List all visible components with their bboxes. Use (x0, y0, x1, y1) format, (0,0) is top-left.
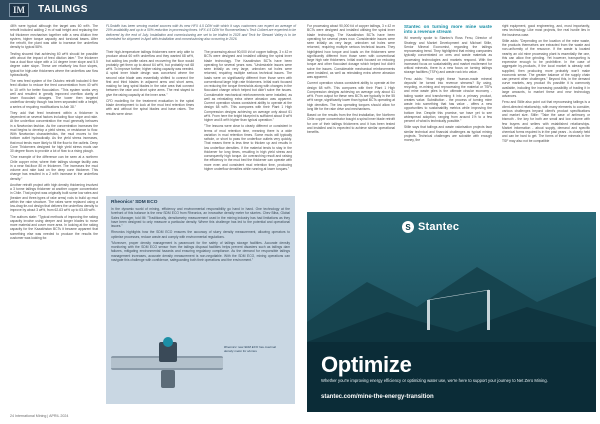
paragraph: IM recently spoke to Stantec's Ross Fenu, Director of Strategy and Market Development and Michael Stille, Senior Mineral Economist, regarding the tailings reprocessing trend. They highlighted that mining companies typically concentrated on ores and waste materials as processing technologies and markets respond. With the increased focus on sustainability and market excitement for critical minerals, there is a new focus on turning tailings storage facilities (TSFs) and waste rock into value. (404, 36, 492, 75)
paragraph: Fenu adds: "How might these 'human-made mineral deposits' be turned into revenue streams? By using, recycling, re-mining and reprocessing the material or TSFs and mine waste piles is the ultimate circular economy - taking waste and transforming it into a primary product, creates value. Substitution - the process of turning mine waste into something that has value - offers a new opportunities to sustainability metrics while improving the bottom line. Despite this promise, we have yet to see widespread adoption, ranging from around 1% to a few percent of what is technically possible." (404, 76, 492, 124)
paragraph: They add that feed treatment within a thickener is dependent on several factors including floor slope and rake. At the underflow concentration the mud generally behaves in a Newtonian fashion. As the concentration increases the mud begins to develop a yield stress, or resistance to flow. With Newtonian characteristics, the mud moves to the bottom outlet hydraulically. As the yield stress increases, that mud tends more likely to fill the flow to the outlets. Deep Cone Thickeners designed for high yield stress muds use 30 degree floors to provide a lot of flow to a rising plough. (10, 110, 98, 153)
article-column-1 (10, 24, 98, 242)
paragraph: Stille adds: "Depending on the location of the mine waste, the products themselves are extracted from the waste and non-uniformity of the resource. If the waste is located nearby an old mine processing plant is essentially the one, this can allow fine grinding. Yet however, transporting is expensive enough to be prohibitive. In the case of aggregate by-products, if the local market is already well supplied, then producing more probably won't make economic sense. The greater balance of the supply chain can present other challenges." Beyond this, in the demand curve markets, any product it's possible it is commonly available, including the increasing possibility of trading it in large amounts, to market these and new technology advances. (502, 38, 590, 98)
sensor-probe (161, 370, 175, 388)
article-column-2 (106, 50, 194, 118)
stantec-advertisement[interactable] (307, 212, 596, 412)
page-footer: 24 International Mining | APRIL 2024 (10, 414, 69, 418)
ad-headline: Optimize (321, 352, 412, 377)
paragraph: 46% were typical although the target was 60 wt%. The retrofit included adding 2 m of wall height and replacing the full thickener mechanism together with a new dilution free system, higher torque capacity and torsional bases. After the retrofit, the plant was able to increase the underflow density to typical 58%. (10, 24, 98, 50)
stantec-logo (402, 216, 502, 238)
ad-subtext: Whether you're improving energy efficiency or optimizing water use, we're here to support your journey to Net Zero Mining. (321, 378, 548, 383)
paragraph: "Moreover, proper density management is paramount for the safety of tailings storage facilities. Accurate density monitoring with the SDM ECO sensor from the tailings disposal facilities helps prevent disasters such as tailings dam failures, mitigating environmental hazards and ensuring regulatory compliance. As the demand for responsible tailings management increases, accurate density measurement is non-negotiable. With the SDM ECO, mining operations can navigate this challenge with confidence, safeguarding both their operations and the environment." (111, 240, 290, 262)
magazine-logo: IM (9, 3, 29, 17)
paragraph: Fenu and Stille also point out that reprocessing tailings is a client-directed relationship, with many elements to consider, various challenges beyond client's product specifications and market size. Stille: "Take the case of antimony or bismuth - the key for both are small and low volume with few buyers and sellers with established relationships. Market information - about supply, demand and specific chemical forms required is in the past years - is closely held and can be hard to get. The forms of these minerals in the TSF may also not be compatible (502, 100, 590, 143)
sidebar-body (111, 207, 290, 264)
paragraph: "One example of the difference can be seen at a northern Chile copper mine, where their tailings storage facility was in a near flat-floor 80 m thickener. The increases the mud volume and rake load on the deep cone thickener. This change has resulted in a 2 wt% increase in the underflow density." (10, 155, 98, 181)
paragraph: The new feed system of the Outotec retrofit included 6 fine feed dilution to reduce the feed concentration from 40 wt% to 10 wt% for better flocculation. "This system works very well and resulted in greatly improved overflow clarity at lower flocculant dosages. The tower then targeted underflow density though has been separated with a height, a series of requiring modifications to Ash 38." (10, 79, 98, 109)
diagram-caption: Rheonics' new SDM ECO has maximal density meter for slurries (224, 345, 276, 353)
paragraph: In the dynamic world of mining, efficiency and environmental responsibility go hand in hand. One technology at the forefront of this balance is the new SDM ECO from Rheonics, an innovative density meter for slurries. Chev Bliss, Global Sales Manager, told IM: "Traditionally, densitometry measurement used in the mining industry has had limitations as they have been designed to only measure a particular density. Where this challenge has led to the potential and operational issues." (111, 207, 290, 228)
brand-name: Stantec (418, 221, 460, 233)
article-column-5 (404, 24, 492, 144)
paragraph: For processing about 90,000 t/d of copper tailings, 3 x 42 m BCTs were designed and installed utilising the spiral inner blade technology. The Kazakhstan BCTs have been operating for several years now. Considerable issues were seen initially as very large, unbroken rat holes were returned, requiring multiple serious technical issues. They highlighted how torque and loads on the thickeners were significantly different from those seen with conventional large high rate thickeners. Initial work focused on reducing torque and other flocculant dosage which helped but didn't solve the issues. Considerable mechanical reinforcements were installed, as well as reinstating extra where abrasion was apparent. (307, 24, 395, 79)
paragraph: CFD modelling for the treatment evaluation in the spiral blade development to look at the mud bed retention times with and without the spiral blades and base rakes. The results were clear: (106, 98, 194, 116)
article-subhead: Stantec on turning more mine waste into a revenue stream (404, 24, 492, 35)
paragraph: The authors state: "Typical methods of improving the raking capacity involve using deeper and longer blades to move more material and cover more area. In looking at the raking capacity for the Kazakhstan BCTs it became apparent that something else was needed to produce the results the customer was looking for. (10, 214, 98, 240)
ad-link[interactable]: stantec.com/mine-the-energy-transition (321, 394, 434, 400)
section-title: TAILINGS (38, 4, 88, 15)
paragraph: Current operation shows consistent ability to operate at the design 68 wt%. This compares with their Plant 1 High Compression designs achieving an average only about 61 wt%. From output for these new BCTs are typically in the 55 wt% range, significantly lower than typical BCTs operating at high densities. The low operating torques should allow for long life for the rake drive and mechanisms. (307, 81, 395, 111)
sidebar-title: Rheonics' SDM ECO (111, 200, 158, 205)
paragraph: Based on the results from the first installation, the Northern Chile copper concentrator bought a spiral inner blade retrofit for one of their tailings thickeners and it has been tested and installed and is expected to achieve similar operational benefits. (307, 113, 395, 134)
article-column-6 (502, 24, 590, 145)
paragraph: Rheonics highlights how the SDM ECO ensures the accuracy of slurry density measurement, allowing operators to optimise processes, reduce waste and comply with environmental regulations. (111, 230, 290, 239)
photo-caption (106, 24, 296, 43)
rheonics-sidebar-box (106, 196, 295, 404)
paragraph: "The lessons were clear to clearly different or consistent in terms of mud retention time, meaning there is a wide variation in mud retention times. Some muds will typically rathole, or short to pass the underflow outlets very quickly. That means there is less time to thicken up and results in low underflow densities. If the material tends to stay in the thickener for long times, resulting in high yield stress and consequently high torque. An overarching result and raising the efficiency in the mud bed the thickener can operate with more even and consistent mud retention time, producing higher underflow densities while running at lower torques." (204, 124, 292, 171)
paragraph: Another retrofit project with high density thickening involved a 3 tonne tailings thickener at another copper concentrator in Chile. That project was originally built some low rates and (beaker and three-types of rake arms) rods to build up mud within the rake structure. The rakes were replaced using a low-drag tie-rod design that delivers the underflow density to improve by about 3 wt%, from 62-63 wt% up to 63-65 wt%. (10, 182, 98, 213)
paragraph: Stille says that tailings and waste valorisation projects face similar technical and financial challenges as typical mining projects. Technical challenges are solvable with enough money, the (404, 125, 492, 143)
paragraph: Testing showed that achieving 60 wt% should be possible with about the impact of feed dilution later." The thickener has a dual floor slope with a 14 degree inner slope and 5.5 degree outer slope. These are relatively low floor slopes, typical for high-rate thickeners where the underflow can flow hydraulically. (10, 51, 98, 77)
paragraph: Their high-temperature tailings thickeners were only able to produce about 60 wt% underflow and they wanted 68 wt%, but adding low profile rakes and recovering the floor would probably get them up to about 64 wt%, but probably not 68 wt%. To improve further, higher raking capacity was needed. A spiral inner blade design was conceived where the second rake blade was essentially shifted to connect the first and third blades in adjacent arms and short arms, making for long spiral blades in the rake area that connect between the rake and short spine arms. The rest stayed to give the raking capacity at the inner area." (106, 50, 194, 97)
paragraph: right equipment, good engineering, and, most importantly, new technology. Like most projects, the real hurdle lies in the business case. (502, 24, 590, 37)
section-header (0, 0, 600, 20)
sensor-head (163, 337, 173, 347)
paragraph: The processing about 90,000 t/d of copper tailings, 3 x 42 m BCTs were designed and installed utilising the spiral inner blade technology. The Kazakhstan BCTs have been operating for several years now. "Undesirable issues were seen initially as very large, unbroken rat holes were returned, requiring multiple serious technical issues. The loads were on significantly different from those seen with conventional large high rate thickeners. Initial work focused on reducing the torque thresholds along with changes in the flocculant change which helped but didn't solve the issues. Considerable mechanical reinforcements were installed, as well as reinstating extra where abrasion was apparent. Current operation shows consistent ability to operate at the design 68 wt%. This compares with their Plant 1 High Compression designs achieving an average only about 61 wt%. From here the bright blueprint is sufficient about 8 wt% higher and 8 wt% higher than typical operation." (204, 50, 292, 122)
stantec-mark-icon: S (402, 221, 414, 233)
article-column-3 (204, 50, 292, 173)
article-column-4 (307, 24, 395, 136)
caption-text: FLSmidth has been serving market sources with its new HFX 4.5 DDH with which it says customers can expect an average of 20% availability and up to a 50% reduction in processing times. HFX 4.5 DDH for Runnerselleau's Teck Colbert are expected to be delivered by the end of July. Installation and commissioning are set to be trialled in 2025 and Teck for Stewart Valley is to be scheduled for shipment in April with installation and commissioning also occurring in 2026. (106, 24, 296, 41)
